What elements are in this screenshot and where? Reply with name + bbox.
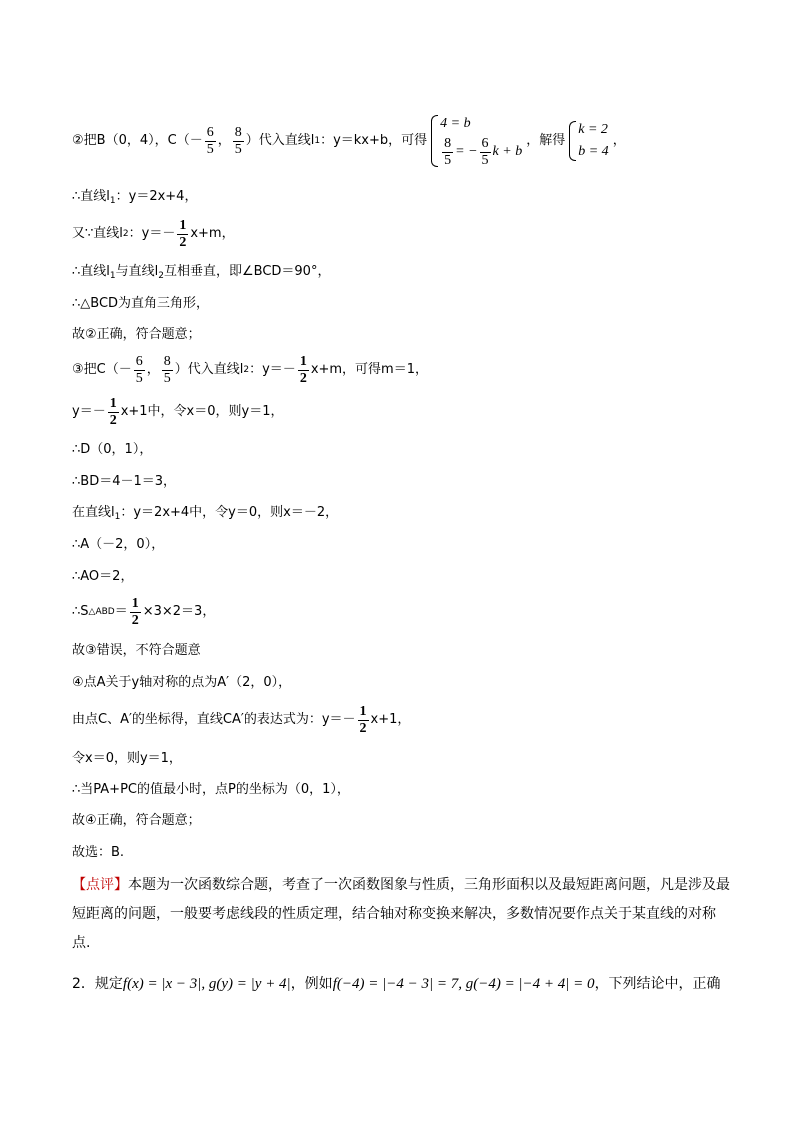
fraction (162, 354, 173, 387)
math-expression: f(x) = |x − 3|, g(y) = |y + 4| (122, 976, 291, 992)
text: ∴直线l (72, 264, 110, 279)
denominator: 2 (299, 370, 307, 386)
denominator: 2 (359, 720, 367, 736)
denominator: 5 (206, 141, 214, 157)
numerator: 8 (163, 353, 171, 369)
text: ， (146, 362, 160, 377)
numerator: 1 (359, 703, 367, 719)
numerator: 6 (135, 353, 143, 369)
line-5: ∴△BCD为直角三角形， (72, 296, 210, 311)
fraction (442, 136, 453, 169)
text: x+1中，令x＝0，则y＝1， (120, 404, 284, 419)
text: ）代入直线l (174, 362, 244, 377)
subscript: 1 (314, 136, 321, 146)
subscript: △ABD (88, 607, 115, 617)
line-10: ∴BD＝4－1＝3， (72, 474, 177, 489)
denominator: 2 (109, 412, 117, 428)
text: ∴S (72, 604, 89, 619)
question-2 (72, 974, 721, 998)
text: ：y＝kx+b，可得 (320, 133, 428, 148)
line-12: ∴A（－2，0）， (72, 537, 165, 552)
line-19: ∴当PA+PC的值最小时，点P的坐标为（0，1）， (72, 782, 350, 797)
text: ③把C（－ (72, 362, 132, 377)
line-18: 令x＝0，则y＝1， (72, 751, 182, 766)
text: x+m， (190, 226, 235, 241)
fraction (358, 704, 369, 737)
fraction (177, 218, 188, 251)
text: 在直线l (72, 505, 115, 520)
subscript: 1 (109, 196, 116, 206)
text: ：y＝2x+4， (115, 189, 198, 204)
denominator: 5 (444, 152, 452, 168)
equation-row: 4 = b (440, 116, 471, 131)
text: ，解得 (526, 133, 566, 148)
text: ×3×2＝3， (142, 604, 216, 619)
line-16: ④点A关于y轴对称的点为A′（2，0）， (72, 675, 292, 690)
subscript: 1 (109, 271, 116, 281)
line-3 (72, 216, 235, 252)
text: 由点C、A′的坐标得，直线CA′的表达式为：y＝－ (72, 712, 356, 727)
text: x+m，可得m＝1， (310, 362, 428, 377)
fraction (233, 125, 244, 158)
numerator: 8 (444, 135, 452, 151)
line-11 (72, 503, 338, 527)
numerator: 1 (299, 353, 307, 369)
subscript: 2 (158, 271, 164, 281)
text: ， (217, 133, 231, 148)
comment-paragraph (72, 871, 732, 958)
numerator: 6 (481, 135, 489, 151)
line-21: 故选：B. (72, 845, 125, 860)
numerator: 1 (131, 595, 139, 611)
text: ②把B（0，4），C（－ (72, 133, 203, 148)
text: ：y＝2x+4中，令y＝0，则x＝－2， (120, 505, 339, 520)
text: x+1， (370, 712, 411, 727)
fraction (134, 354, 145, 387)
text: ，下列结论中，正确 (594, 976, 721, 992)
comment-label: 【点评】 (72, 877, 128, 893)
numerator: 1 (179, 217, 187, 233)
line-20: 故④正确，符合题意； (72, 813, 201, 828)
text: ：y＝－ (249, 362, 296, 377)
text: 又∵直线l (72, 226, 123, 241)
fraction (108, 396, 119, 429)
fraction (130, 596, 141, 629)
math-expression: f(−4) = |−4 − 3| = 7, g(−4) = |−4 + 4| = 0 (332, 976, 595, 992)
text: k + b (492, 144, 523, 159)
text: = − (455, 144, 478, 159)
line-17 (72, 702, 410, 738)
fraction (298, 354, 309, 387)
text: 与直线l (115, 264, 159, 279)
comment-text: 本题为一次函数综合题，考查了一次函数图象与性质，三角形面积以及最短距离问题，凡是涉及最短距离的问题，一般要考虑线段的性质定理，结合轴对称变换来解决，多数情况要作点关于某直线的对称点. (72, 877, 730, 951)
denominator: 2 (179, 234, 187, 250)
line-14 (72, 594, 215, 630)
equation-system-2 (569, 119, 608, 163)
text: ，例如 (290, 976, 333, 992)
line-9: ∴D（0，1）， (72, 442, 153, 457)
text: ∴直线l (72, 189, 110, 204)
text: ）代入直线l (245, 133, 315, 148)
line-6: 故②正确，符合题意； (72, 327, 201, 342)
line-1 (72, 112, 626, 170)
line-2 (72, 187, 197, 211)
denominator: 5 (163, 370, 171, 386)
text: 互相垂直，即∠BCD＝90°， (163, 264, 331, 279)
denominator: 2 (131, 612, 139, 628)
line-7 (72, 350, 428, 390)
question-number: 2．规定 (72, 976, 123, 992)
numerator: 1 (109, 395, 117, 411)
text: ＝ (114, 604, 128, 619)
line-4 (72, 262, 330, 286)
denominator: 5 (135, 370, 143, 386)
denominator: 5 (234, 141, 242, 157)
text: ， (612, 133, 626, 148)
numerator: 8 (234, 124, 242, 140)
line-15: 故③错误，不符合题意 (72, 643, 201, 658)
fraction (480, 136, 491, 169)
text: ：y＝－ (128, 226, 176, 241)
numerator: 6 (206, 124, 214, 140)
denominator: 5 (481, 152, 489, 168)
equation-row (440, 135, 522, 169)
fraction (205, 125, 216, 158)
equation-row: k = 2 (578, 122, 608, 137)
subscript: 1 (114, 512, 121, 522)
equation-row: b = 4 (578, 144, 609, 159)
subscript: 2 (122, 229, 129, 239)
line-13: ∴AO＝2， (72, 569, 134, 584)
subscript: 2 (243, 365, 250, 375)
text: y＝－ (72, 404, 106, 419)
line-8 (72, 394, 284, 430)
equation-system-1 (431, 113, 522, 169)
